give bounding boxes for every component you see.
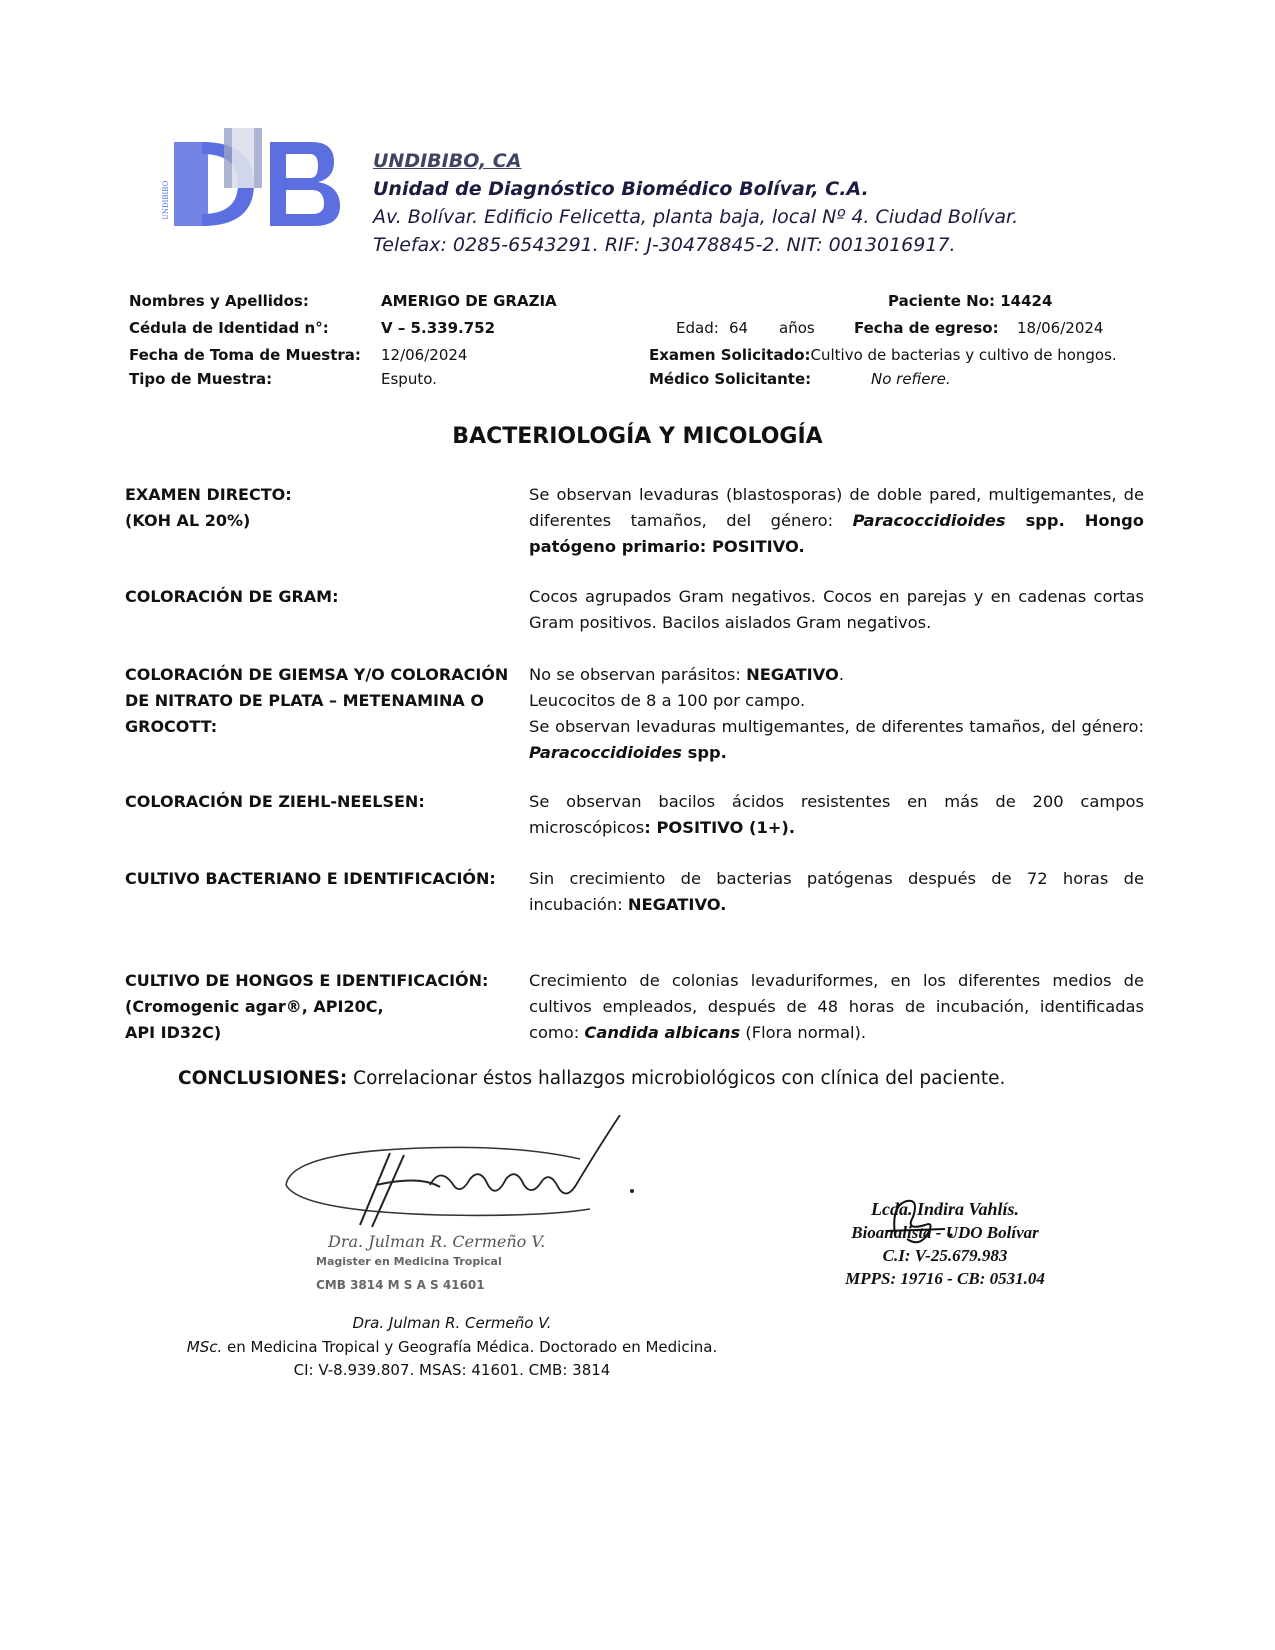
sample-date-label: Fecha de Toma de Muestra: <box>129 346 361 364</box>
fungal-note: (Flora normal). <box>740 1023 867 1042</box>
fungal-label-line3: API ID32C) <box>125 1023 222 1042</box>
giemsa-line3c: spp. <box>682 743 727 762</box>
company-logo <box>162 128 344 238</box>
exam-label: Examen Solicitado: <box>649 346 811 364</box>
doctor-label: Médico Solicitante: <box>649 370 812 388</box>
signer2-ci: C.I: V-25.679.983 <box>882 1246 1008 1265</box>
lab-contact: Telefax: 0285-6543291. RIF: J-30478845-2. NIT: 0013016917. <box>373 234 956 256</box>
patient-name-label: Nombres y Apellidos: <box>129 292 309 310</box>
sample-date-value: 12/06/2024 <box>381 346 468 364</box>
gram-result <box>529 584 1144 636</box>
giemsa-result <box>529 662 1144 766</box>
patient-number: Paciente No: 14424 <box>888 292 1053 310</box>
fungal-text: Crecimiento de colonias levaduriformes, en los diferentes medios de cultivos empleados, después de 48 horas de incubación, identificadas como: <box>529 971 1144 1042</box>
direct-exam-label-line2: (KOH AL 20%) <box>125 511 251 530</box>
sample-type-value: Esputo. <box>381 370 437 388</box>
signer1-ids: CI: V-8.939.807. MSAS: 41601. CMB: 3814 <box>293 1361 611 1379</box>
lab-full-name: Unidad de Diagnóstico Biomédico Bolívar, C.A. <box>373 178 869 200</box>
ziehl-positive: : POSITIVO (1+). <box>644 818 796 837</box>
patient-name-value: AMERIGO DE GRAZIA <box>381 292 557 310</box>
fungal-culture-result <box>529 968 1144 1046</box>
age-unit: años <box>779 319 815 337</box>
giemsa-line3a: Se observan levaduras multigemantes, de diferentes tamaños, del género: <box>529 717 1144 736</box>
signer2-codes: MPPS: 19716 - CB: 0531.04 <box>845 1269 1045 1288</box>
ziehl-label: COLORACIÓN DE ZIEHL-NEELSEN: <box>125 792 425 811</box>
direct-exam-label-line1: EXAMEN DIRECTO: <box>125 485 292 504</box>
signature-stamp-1 <box>280 1115 660 1295</box>
giemsa-genus: Paracoccidioides <box>529 743 683 762</box>
direct-text-3: spp. Hongo patógeno primario: POSITIVO. <box>529 511 1144 556</box>
exam-value: Cultivo de bacterias y cultivo de hongos. <box>810 346 1117 364</box>
discharge-label: Fecha de egreso: <box>854 319 999 337</box>
ziehl-text: Se observan bacilos ácidos resistentes en más de 200 campos microscópicos <box>529 792 1144 837</box>
id-label: Cédula de Identidad n°: <box>129 319 329 337</box>
giemsa-negative: NEGATIVO <box>746 665 839 684</box>
signer1-degree-rest: en Medicina Tropical y Geografía Médica. Doctorado en Medicina. <box>222 1338 718 1356</box>
id-value: V – 5.339.752 <box>381 319 496 337</box>
signer2-name: Lcda. Indira Vahlís. <box>870 1199 1020 1219</box>
logo-vertical-text: UNDIBIBO <box>162 180 170 220</box>
age-label: Edad: <box>676 319 719 337</box>
direct-genus: Paracoccidioides <box>852 511 1006 530</box>
fungal-culture-label <box>125 968 515 1046</box>
doctor-value: No refiere. <box>871 370 951 388</box>
bacterial-culture-label: CULTIVO BACTERIANO E IDENTIFICACIÓN: <box>125 869 496 888</box>
lab-short-name: UNDIBIBO, CA <box>373 150 522 172</box>
direct-text-1: Se observan levaduras (blastosporas) de doble pared, multigemantes, de diferentes tamaños, del género: <box>529 485 1144 530</box>
gram-label: COLORACIÓN DE GRAM: <box>125 587 339 606</box>
bacterial-culture-result <box>529 866 1144 918</box>
giemsa-line2: Leucocitos de 8 a 100 por campo. <box>529 691 806 710</box>
direct-exam-result <box>529 482 1144 560</box>
stamp1-codes: CMB 3814 M S A S 41601 <box>316 1278 485 1292</box>
bacterial-text: Sin crecimiento de bacterias patógenas después de 72 horas de incubación: <box>529 869 1144 914</box>
giemsa-line1c: . <box>838 665 845 684</box>
stamp1-name: Dra. Julman R. Cermeño V. <box>328 1232 546 1251</box>
fungal-species: Candida albicans <box>584 1023 741 1042</box>
giemsa-line1a: No se observan parásitos: <box>529 665 747 684</box>
signer1-name: Dra. Julman R. Cermeño V. <box>352 1314 552 1332</box>
conclusions-label: CONCLUSIONES: <box>178 1068 348 1089</box>
report-title: BACTERIOLOGÍA Y MICOLOGÍA <box>452 424 823 449</box>
gram-text: Cocos agrupados Gram negativos. Cocos en parejas y en cadenas cortas Gram positivos. Bacilos aislados Gram negativos. <box>529 587 1144 632</box>
signer1-degree <box>152 1338 752 1356</box>
signer1-degree-prefix: MSc. <box>186 1338 223 1356</box>
conclusions-text: Correlacionar éstos hallazgos microbiológicos con clínica del paciente. <box>347 1068 1006 1089</box>
discharge-value: 18/06/2024 <box>1017 319 1104 337</box>
stamp1-title: Magister en Medicina Tropical <box>316 1255 502 1268</box>
fungal-label-line2: (Cromogenic agar®, API20C, <box>125 997 384 1016</box>
lab-address: Av. Bolívar. Edificio Felicetta, planta baja, local Nº 4. Ciudad Bolívar. <box>373 206 1019 228</box>
direct-exam-label <box>125 482 515 534</box>
conclusions <box>178 1068 1005 1089</box>
giemsa-label: COLORACIÓN DE GIEMSA Y/O COLORACIÓN DE NITRATO DE PLATA – METENAMINA O GROCOTT: <box>125 665 509 736</box>
exam-requested <box>649 346 1117 364</box>
age-value: 64 <box>729 319 749 337</box>
fungal-label-line1: CULTIVO DE HONGOS E IDENTIFICACIÓN: <box>125 971 489 990</box>
ziehl-result <box>529 789 1144 841</box>
sample-type-label: Tipo de Muestra: <box>129 370 273 388</box>
signer2-title: Bioanalista - UDO Bolívar <box>851 1223 1039 1242</box>
bacterial-negative: NEGATIVO. <box>627 895 727 914</box>
